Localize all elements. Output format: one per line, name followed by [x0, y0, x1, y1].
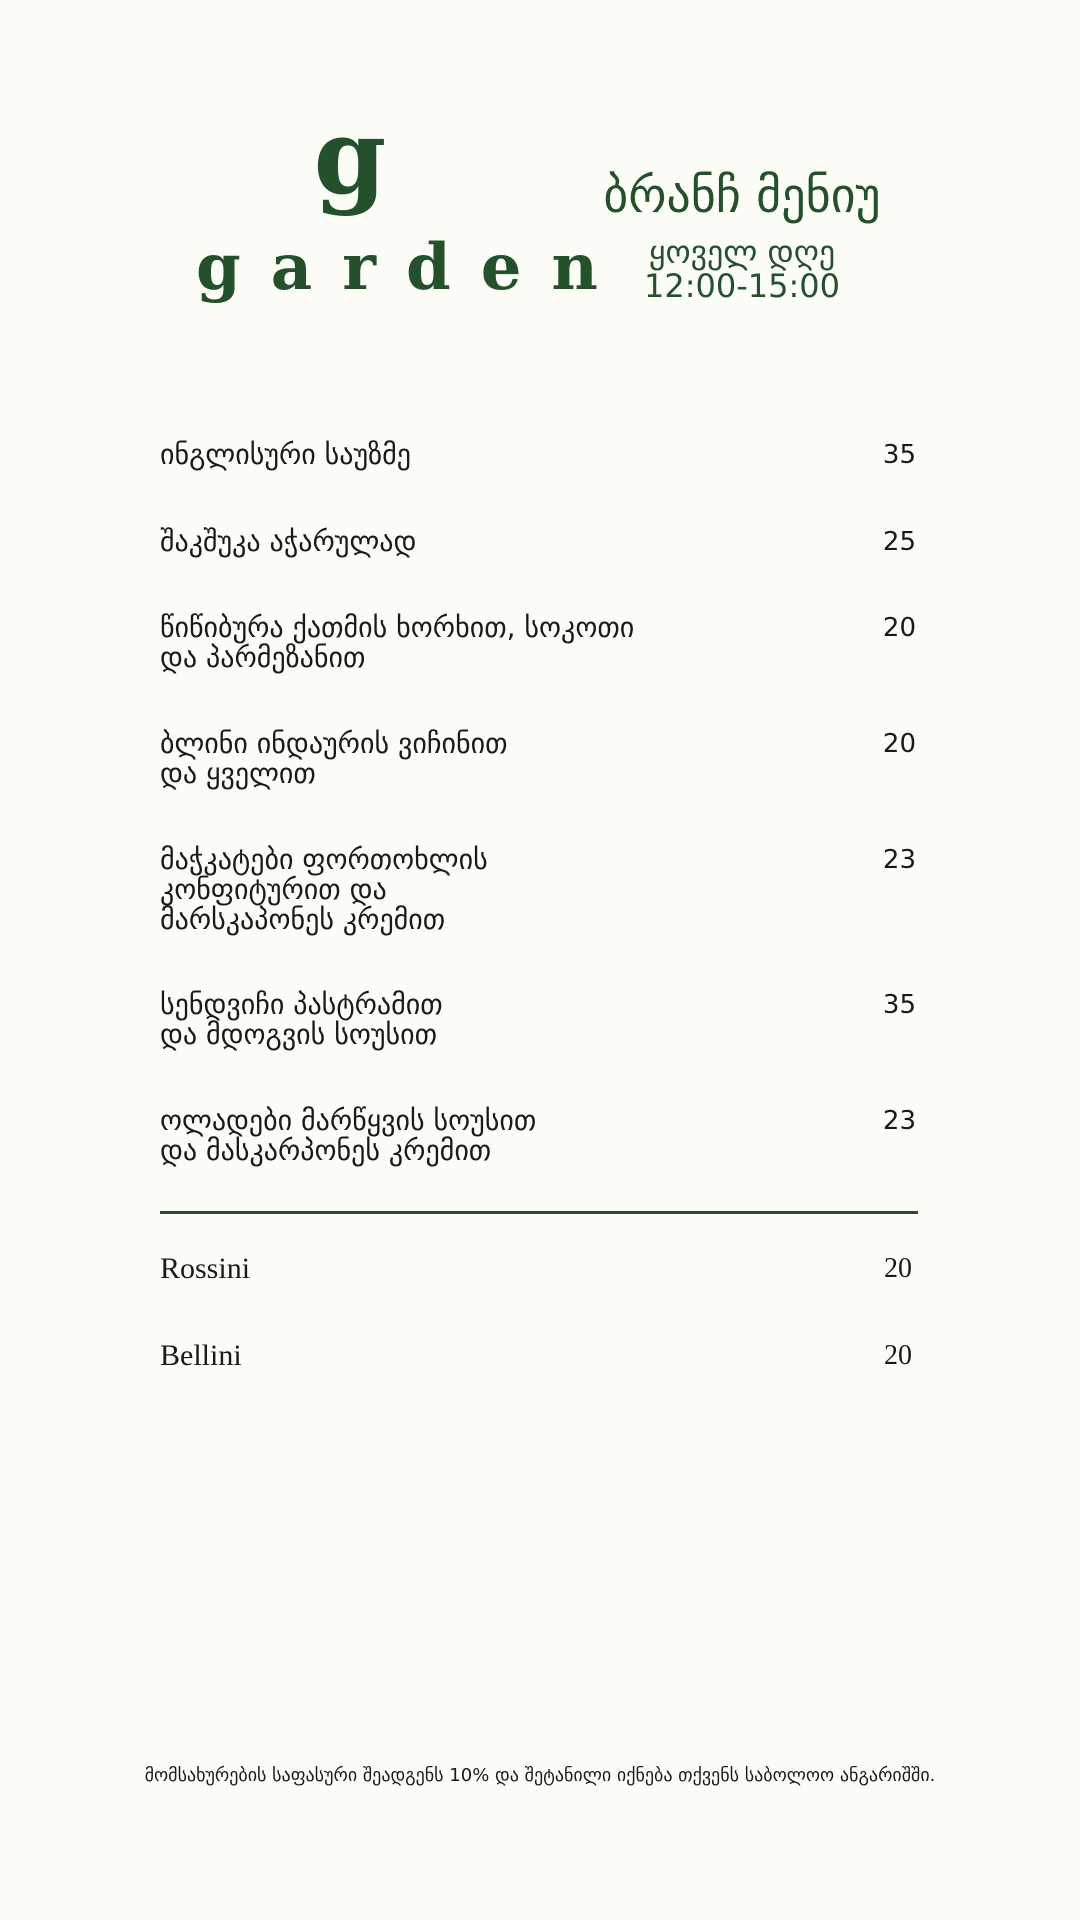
drink-name: Bellini — [160, 1339, 242, 1372]
menu-item-name: ბლინი ინდაურის ვიჩინით და ყველით — [160, 727, 508, 790]
logo-wordmark: garden — [196, 230, 628, 305]
menu-title: ბრანჩ მენიუ — [603, 168, 881, 224]
drink-price: 20 — [884, 1253, 912, 1284]
menu-item-price: 35 — [882, 990, 916, 1020]
menu-item-name: მაჭკატები ფორთოხლის კონფიტურით და მარსკაპონეს კრემით — [160, 843, 488, 936]
menu-item-name: ოლადები მარწყვის სოუსით და მასკარპონეს კრემით — [160, 1104, 537, 1167]
service-charge-note: მომსახურების საფასური შეადგენს 10% და შეტანილი იქნება თქვენს საბოლოო ანგარიშში. — [144, 1765, 936, 1786]
menu-item-price: 23 — [882, 845, 916, 875]
menu-item-price: 20 — [882, 729, 916, 759]
menu-item-name: სენდვიჩი პასტრამით და მდოგვის სოუსით — [160, 988, 443, 1051]
section-divider — [160, 1211, 918, 1214]
menu-header — [560, 165, 924, 303]
menu-item-name: შაკშუკა აჭარულად — [160, 525, 417, 558]
menu-item-price: 25 — [882, 527, 916, 557]
logo-monogram: g — [313, 95, 387, 218]
drink-price: 20 — [884, 1340, 912, 1371]
menu-item-name: ინგლისური საუზმე — [160, 438, 411, 471]
menu-item-price: 23 — [882, 1106, 916, 1136]
menu-item-price: 35 — [882, 440, 916, 470]
drink-name: Rossini — [160, 1252, 251, 1285]
menu-days: ყოველ დღე — [648, 233, 836, 271]
menu-item-price: 20 — [882, 613, 916, 643]
menu-item-name: წიწიბურა ქათმის ხორხით, სოკოთი და პარმეზანით — [160, 611, 635, 674]
menu-hours: 12:00-15:00 — [644, 267, 840, 305]
